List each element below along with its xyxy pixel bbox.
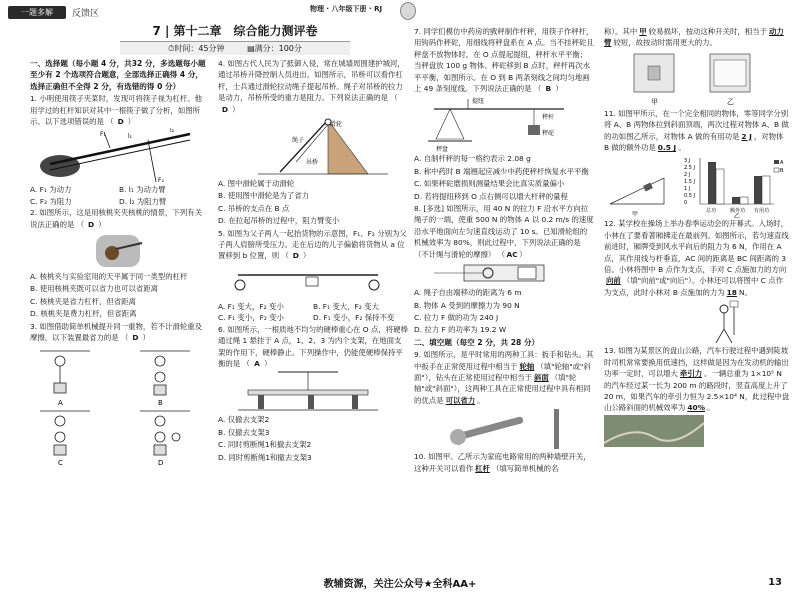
question-1: 1. 小明使用筷子夹菜时，发现可将筷子视为杠杆。他用学过的杠杆知识对其中一根筷子做了分析，如图所示。以下选项错误的是 （ D ） <box>30 94 202 127</box>
sign-carrier-figure <box>604 299 784 345</box>
answer-5: D <box>292 251 299 261</box>
page-title: 7 | 第十二章 综合能力测评卷 <box>120 22 350 42</box>
question-text: 。一辆总重为 1×10⁵ N 的汽车经过某一长为 200 m 的路段时，竖直高度上升了 20 m，如果汽车的牵引力恒为 2.5×10⁴ N，此过程中盘山公路斜面的机械效率为 <box>604 369 790 413</box>
footer-note: 教辅资源，关注公众号★全科AA+ <box>323 579 477 590</box>
question-4: 4. 如图古代人民为了抵御入侵，常在城墙周围建护城河，通过吊桥升降控制人员进出。如图所示，吊桥可以看作杠杆，士兵通过滑轮拉动绳子提起吊桥。绳子对吊桥的拉力是动力，吊桥所受的重力是阻力。下列说法正确的是 （D ） <box>218 59 405 114</box>
question-9: 9. 如图所示，是平时常用的两种工具：扳手和钻头。其中扳手在正常使用过程中相当于 轮轴 （填"轮轴"或"斜面"），钻头在正常使用过程中相当于 斜面 （填"轮轴"或"斜面"），这两种工具在正常使用过程中具有相同的优点是 可以省力 。 <box>414 350 594 405</box>
chart-y-ticks <box>684 158 695 206</box>
option: D. 拉力 F 的功率为 19.2 W <box>414 325 507 335</box>
option: B. l₁ 为动力臂 <box>119 185 166 195</box>
option: B. 仅撤去支架3 <box>218 427 270 437</box>
options-1 <box>30 184 208 195</box>
wrench-drill-figure <box>414 407 584 451</box>
section-heading: 一、选择题（每小题 4 分，共32 分，多选题每小题至少有 2 个选项符合题意，全部选择正确得 4 分，选择正确但不全得 2 分，有选错的得 0 分） <box>30 59 206 91</box>
option: D. 同时剪断绳1和撤去支架3 <box>218 452 312 462</box>
page-number: 13 <box>768 577 782 588</box>
answer-blank: 斜面 <box>533 372 549 382</box>
option: A. 自制杆秤的每一格约表示 2.08 g <box>414 154 531 164</box>
figure-label: 秤杆 <box>542 114 555 122</box>
question-text: 3. 如图借助简单机械提升同一重物，若不计滑轮重及摩擦，以下装置最省力的是 <box>30 321 202 343</box>
column-4 <box>604 26 790 447</box>
option: C. F₂ 为阻力 <box>30 196 72 206</box>
option: D. l₂ 为阻力臂 <box>119 196 167 206</box>
chart-y-tick: 1.5 J <box>684 179 696 186</box>
question-7: 7. 同学们模仿中药房的戥秤制作杆秤，用筷子作秤杆，用钩码作秤砣，用细线将秤盘系在 A 点。当不挂秤砣且秤盘不放物体时，在 O 点提起提纽，秤杆水平平衡；当秤盘放 100 g 物体、秤砣移到 B 点时，秤杆再次水平平衡，如图所示。在 O 到 B 两条刻线之间均匀地画上 49 条刻度线。下列说法正确的是 （ B ） <box>414 27 594 94</box>
question-text: 12. 某学校在操场上举办春季运动会的开幕式。入场时，小林在了要看著厢拂走在最前列。如图所示，若匀速直线前进时，厢牌受到风水平向后的阻力为 6 N，作用在 A 点，其作用线与杆垂直，AC 间的距离是 BC 间距离的 3 倍。小林将图中 B 点作为支点，手对 C 点施加力的方向 <box>604 219 789 275</box>
option: B. F₁ 变大，F₂ 变大 <box>313 301 379 311</box>
option: C. 如果秤砣磨损则测量结果会比真实质量偏小 <box>414 179 565 189</box>
legend-label: B <box>780 168 784 175</box>
question-12 <box>604 218 790 298</box>
option: D. 核桃夹是费力杠杆，但省距离 <box>30 309 137 319</box>
option: A. 绳子自由端移动的距离为 6 m <box>414 288 522 298</box>
chart-y-tick: 3 J <box>684 158 691 165</box>
exam-meta <box>120 42 350 55</box>
option: C. 核桃夹是省力杠杆，但省距离 <box>30 296 136 306</box>
full-score: ▤满分：100分 <box>247 44 302 53</box>
answer-blank: 向前 <box>606 276 621 286</box>
options-5b <box>218 312 408 323</box>
question-text: 4. 如图古代人民为了抵御入侵，常在城墙周围建护城河，通过吊桥升降控制人员进出。如图所示，吊桥可以看作杠杆，士兵通过滑轮拉动绳子提起吊桥。绳子对吊桥的拉力是动力，吊桥所受的重力是阻力。下列说法正确的是 <box>218 59 405 103</box>
answer-7: B <box>545 84 552 94</box>
question-11: 11. 如图甲所示，在一个完全相同的物体，零等同学分别将 A、B 两物体拉到斜面顶端，两次过程对物体 A、B 做的功如图乙所示，对物体 A 做的有用功是 2 J ，对物体 B 做的额外功是 0.5 J 。 <box>604 108 789 153</box>
answer-blank: 牵引力 <box>679 369 703 379</box>
wall-switches-figure <box>604 50 784 108</box>
figure-label: 乙 <box>727 97 734 106</box>
chart-x-label: 有用功 <box>754 208 770 215</box>
book-series: 物理 · 八年级下册 · RJ <box>310 5 383 13</box>
pulley-options-figure <box>30 345 206 469</box>
answer-blank: 18 <box>726 287 737 297</box>
mountain-road-photo <box>604 415 704 447</box>
question-8: 8. [多选] 如图所示，用 40 N 的拉力 F 沿水平方向拉绳子的一端，使重 500 N 的物体 A 以 0.2 m/s 的速度沿水平地面向左匀速直线运动了 10 s。已知滑轮组的机械效率为 80%，则此过程中，下列说法正确的是（不计绳与滑轮的摩擦） （AC） <box>414 204 594 259</box>
question-text: 称）。其中 <box>604 27 638 36</box>
answer-4: D <box>221 104 229 114</box>
legend-label: A <box>780 160 784 167</box>
question-3: 3. 如图借助简单机械提升同一重物，若不计滑轮重及摩擦，以下装置最省力的是 （ D ） <box>30 321 202 343</box>
question-13 <box>604 345 790 413</box>
option: A. F₁ 为动力 <box>30 185 72 195</box>
question-text: ，对物体 B 做的额外功是 <box>604 131 784 153</box>
figure-label: 吊桥 <box>306 159 319 167</box>
column-1 <box>30 58 208 469</box>
question-text: 较短，故按动时需用更大的力。 <box>613 38 717 48</box>
option: D. 若将提纽移到 O 点右侧可以增大杆秤的量程 <box>414 191 568 201</box>
question-text: 。 <box>707 403 715 413</box>
work-chart-figure <box>604 154 784 218</box>
rod-support-figure <box>218 370 398 414</box>
answer-blank: 40% <box>687 403 706 413</box>
svg-text:F₁: F₁ <box>100 131 106 139</box>
steelyard-figure <box>414 95 584 153</box>
figure-label: 甲 <box>651 97 658 106</box>
chart-y-tick: 0.5 J <box>684 193 696 200</box>
svg-text:l₂: l₂ <box>170 128 175 135</box>
brand-logo: 一题多解 <box>8 6 66 19</box>
chart-x-label: 额外功 <box>730 208 746 215</box>
figure-label: 秤盘 <box>436 146 449 154</box>
figure-label: D <box>158 458 164 467</box>
figure-label: 滑轮 <box>330 121 343 129</box>
answer-blank: 0.5 J <box>657 143 677 153</box>
question-text: （填"轮轴"或"斜面"），这两种工具在正常使用过程中具有相同的优点是 <box>414 372 591 405</box>
answer-blank: 可以省力 <box>445 395 476 405</box>
figure-label: A <box>58 398 63 407</box>
question-2: 2. 如图所示，这是用核桃夹夹核桃的情景，下列有关说法正确的是 （ D ） <box>30 208 202 229</box>
option: B. 使用核桃夹既可以省力也可以省距离 <box>30 284 159 294</box>
option: C. 同时剪断绳1和撤去支架2 <box>218 440 312 450</box>
mascot-icon <box>400 2 416 20</box>
question-text: 2. 如图所示，这是用核桃夹夹核桃的情景，下列有关说法正确的是 <box>30 208 202 229</box>
answer-3: D <box>132 333 139 343</box>
option: B. 物体 A 受到的摩擦力为 90 N <box>414 300 520 310</box>
option: A. 仅撤去支架2 <box>218 415 270 425</box>
question-10 <box>414 451 594 474</box>
question-text: 6. 如图所示，一根质地不均匀的硬棒重心在 O 点，将硬棒通过绳 1 悬挂于 A 点，1、2、3 为内个支架，在地面支架的作用下，硬棒静止。下列操作中，仍能使硬棒保持平衡的是 <box>218 324 408 368</box>
option: B. 称中药时 B 端翘起应减少中药使秤杆恢复水平平衡 <box>414 166 589 176</box>
carrying-pole-figure <box>218 263 398 301</box>
chart-y-tick: 2.5 J <box>684 165 696 172</box>
question-text: 7. 同学们模仿中药房的戥秤制作杆秤，用筷子作秤杆，用钩码作秤砣，用细线将秤盘系在 A 点。当不挂秤砣且秤盘不放物体时，在 O 点提起提纽，秤杆水平平衡；当秤盘放 100 g 物体、秤砣移到 B 点时，秤杆再次水平平衡，如图所示。在 O 到 B 两条刻线之间均匀地画上 49 条刻度线。下列说法正确的是 <box>414 27 594 94</box>
svg-text:F₂: F₂ <box>158 177 164 185</box>
drawbridge-figure <box>218 116 398 178</box>
chart-y-tick: 0 <box>684 200 688 207</box>
figure-label: 秤砣 <box>542 130 555 138</box>
figure-label: 提纽 <box>472 98 485 106</box>
time-limit: ⏱时间：45分钟 <box>168 44 225 53</box>
question-text: 1. 小明使用筷子夹菜时，发现可将筷子视为杠杆。他用学过的杠杆知识对其中一根筷子做了分析，如图所示。以下选项错误的是 <box>30 94 202 127</box>
question-text: 9. 如图所示，是平时常用的两种工具：扳手和钻头。其中扳手在正常使用过程中相当于 <box>414 350 594 371</box>
section-heading: 二、填空题（每空 2 分，共 28 分） <box>414 337 540 347</box>
option: C. 吊桥的支点在 B 点 <box>218 203 290 213</box>
chart-y-tick: 1 J <box>684 186 691 193</box>
nutcracker-figure <box>30 231 200 271</box>
svg-text:l₁: l₁ <box>128 133 133 141</box>
option: B. 使用图中滑轮是为了省力 <box>218 191 310 201</box>
options-5 <box>218 301 408 312</box>
option: C. F₁ 变小，F₂ 变小 <box>218 313 284 323</box>
answer-blank: 2 J <box>741 131 752 141</box>
answer-6: A <box>254 358 260 368</box>
question-text: 13. 如图为某景区的盘山公路，汽车行驶过程中遇到陡坡时司机常常要换用低速挡，这样做是因为在发动机的输出功率一定时，可以增大 <box>604 346 789 379</box>
figure-label: C <box>58 458 63 467</box>
answer-2: D <box>88 219 95 229</box>
question-text: （填写简单机械的名 <box>491 463 559 473</box>
answer-1: D <box>117 117 124 127</box>
question-text: N。 <box>738 287 752 297</box>
figure-label: 乙 <box>734 213 741 219</box>
question-text: （填"向前"或"向后"）。小林还可以将图中 C 点作为支点，此时小林对 B 点施加的力为 <box>604 276 783 297</box>
question-6: 6. 如图所示，一根质地不均匀的硬棒重心在 O 点，将硬棒通过绳 1 悬挂于 A 点，1、2、3 为内个支架，在地面支架的作用下，硬棒静止。下列操作中，仍能使硬棒保持平衡的是 （ A ） <box>218 324 408 368</box>
option: A. 图中滑轮属于动滑轮 <box>218 179 295 189</box>
option: A. 核桃夹与实验室用的天平属于同一类型的杠杆 <box>30 272 188 282</box>
chart-y-tick: 2 J <box>684 172 691 179</box>
question-text: 较易损坏，按动这种开关时，相当于 <box>648 27 767 36</box>
option: D. F₁ 变小，F₂ 保持不变 <box>313 313 395 323</box>
figure-label: 绳子 <box>292 137 305 145</box>
column-3 <box>414 26 594 475</box>
question-text: 8. [多选] 如图所示，用 40 N 的拉力 F 沿水平方向拉绳子的一端，使重 500 N 的物体 A 以 0.2 m/s 的速度沿水平地面向左匀速直线运动了 10 s。已知滑轮组的机械效率为 80%，则此过程中，下列说法正确的是（不计绳与滑轮的摩擦） <box>414 204 594 259</box>
question-text: 10. 如图甲、乙所示为家庭电路常用的两种墙壁开关，这种开关可以看作 <box>414 452 591 473</box>
answer-blank: 杠杆 <box>475 463 490 473</box>
answer-8: AC <box>506 249 518 259</box>
column-2 <box>218 58 408 464</box>
pulley-block-figure <box>414 261 584 287</box>
chart-x-label: 总功 <box>706 208 717 215</box>
feedback-label: 反馈区 <box>72 9 100 19</box>
question-10-cont <box>604 26 790 49</box>
chopsticks-figure <box>30 128 200 184</box>
question-text: 11. 如图甲所示，在一个完全相同的物体，零等同学分别将 A、B 两物体拉到斜面顶端，两次过程对物体 A、B 做的功如图乙所示，对物体 A 做的有用功是 <box>604 108 789 141</box>
answer-blank: 甲 <box>639 27 647 36</box>
figure-label: 甲 <box>632 211 639 219</box>
question-text: （填"轮轴"或"斜面"），钻头在正常使用过程中相当于 <box>414 361 591 382</box>
answer-blank: 轮轴 <box>519 361 535 371</box>
options-1b <box>30 196 208 207</box>
option: D. 在拉起吊桥的过程中，阻力臂变小 <box>218 216 340 226</box>
option: A. F₁ 变大，F₂ 变小 <box>218 301 284 311</box>
question-text: 5. 如图为父子两人一起抬货物的示意图，F₁、F₂ 分别为父子两人肩膀所受压力。走在后边的儿子偏偷将货物从 a 位置移到 b 位置，则 <box>218 228 407 261</box>
option: C. 拉力 F 做的功为 240 J <box>414 312 499 322</box>
question-5: 5. 如图为父子两人一起抬货物的示意图，F₁、F₂ 分别为父子两人肩膀所受压力。走在后边的儿子偏偷将货物从 a 位置移到 b 位置，则 （ D ） <box>218 228 407 261</box>
figure-label: B <box>158 398 163 407</box>
answer-blank: 动力臂 <box>604 27 784 48</box>
